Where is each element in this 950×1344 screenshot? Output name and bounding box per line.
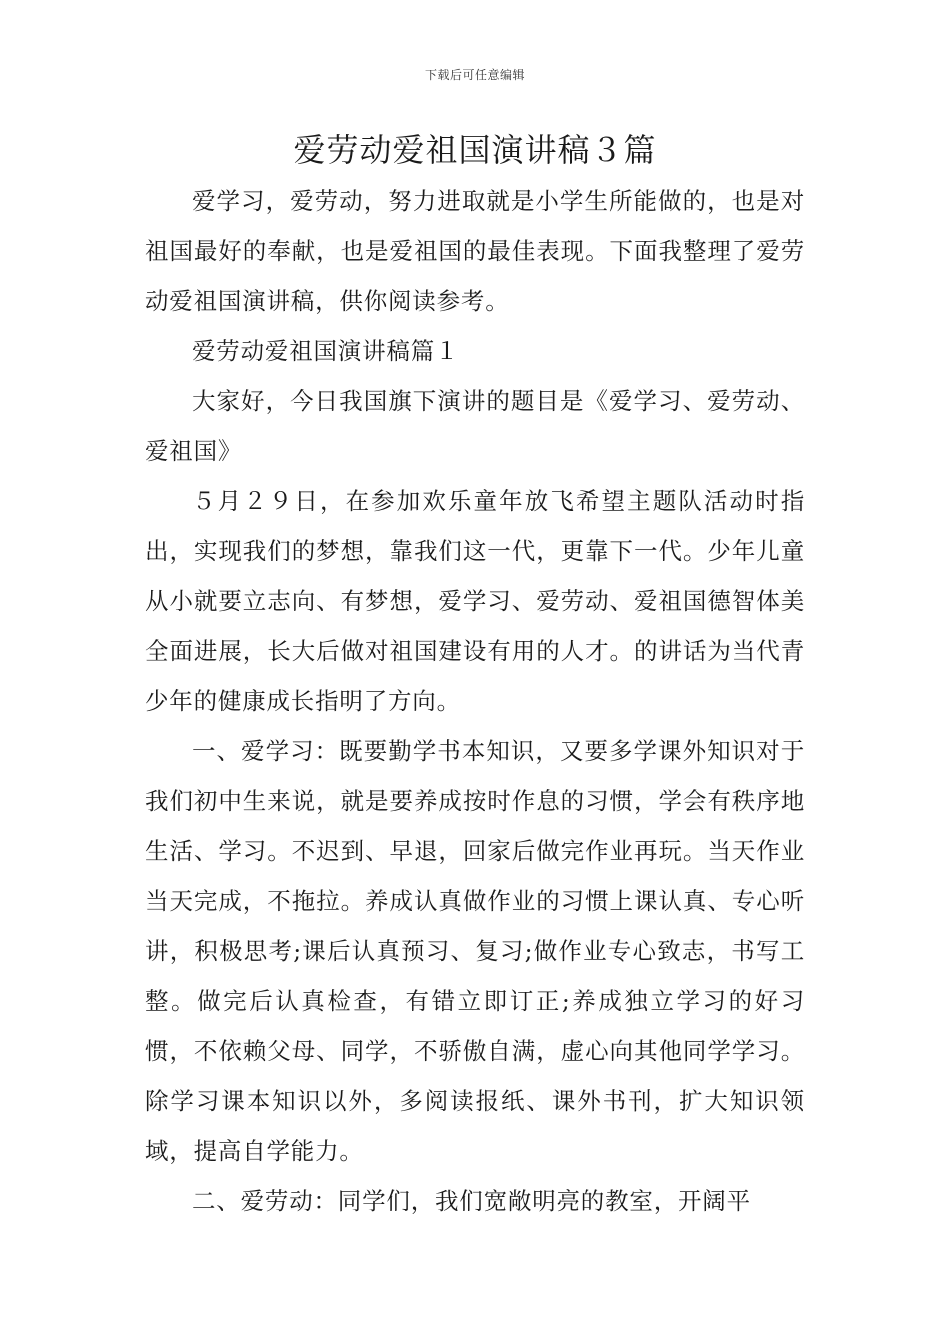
greeting-paragraph: 大家好，今日我国旗下演讲的题目是《爱学习、爱劳动、爱祖国》 <box>145 387 805 465</box>
love-labor-paragraph: 二、爱劳动：同学们，我们宽敞明亮的教室，开阔平 <box>192 1187 751 1215</box>
section-heading: 爱劳动爱祖国演讲稿篇１ <box>192 337 460 365</box>
document-title: 爱劳动爱祖国演讲稿３篇 <box>293 131 657 169</box>
love-learning-paragraph: 一、爱学习：既要勤学书本知识，又要多学课外知识对于我们初中生来说，就是要养成按时作息的习惯，学会有秩序地生活、学习。不迟到、早退，回家后做完作业再玩。当天作业当天完成，不拖拉。养成认真做作业的习惯上课认真、专心听讲，积极思考;课后认真预习、复习;做作业专心致志，书写工整。做完后认真检查，有错立即订正;养成独立学习的好习惯，不依赖父母、同学，不骄傲自满，虚心向其他同学学习。除学习课本知识以外，多阅读报纸、课外书刊，扩大知识领域，提高自学能力。 <box>145 737 805 1165</box>
header-note: 下载后可任意编辑 <box>424 68 525 82</box>
document-body <box>145 176 805 1226</box>
body-paragraph: ５月２９日，在参加欢乐童年放飞希望主题队活动时指出，实现我们的梦想，靠我们这一代，更靠下一代。少年儿童从小就要立志向、有梦想，爱学习、爱劳动、爱祖国德智体美全面进展，长大后做对祖国建设有用的人才。的讲话为当代青少年的健康成长指明了方向。 <box>145 487 805 715</box>
intro-paragraph: 爱学习，爱劳动，努力进取就是小学生所能做的，也是对祖国最好的奉献，也是爱祖国的最佳表现。下面我整理了爱劳动爱祖国演讲稿，供你阅读参考。 <box>145 187 805 315</box>
